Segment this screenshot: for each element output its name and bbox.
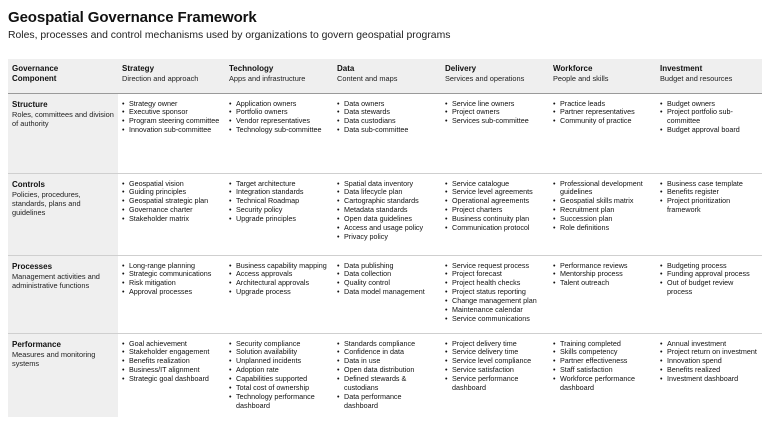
list-item: • Open data distribution	[337, 366, 437, 375]
list-item: • Training completed	[553, 340, 652, 349]
table-cell	[118, 93, 225, 173]
table-cell	[549, 173, 656, 255]
list-item: • Annual investment	[660, 340, 758, 349]
list-item: • Stakeholder engagement	[122, 348, 221, 357]
bullet-list	[660, 180, 758, 216]
list-item: • Service delivery time	[445, 348, 545, 357]
table-cell	[333, 173, 441, 255]
column-name: Technology	[229, 64, 274, 73]
bullet-list	[553, 100, 652, 127]
list-item: • Upgrade process	[229, 288, 329, 297]
list-item: • Vendor representatives	[229, 117, 329, 126]
bullet-list	[445, 100, 545, 127]
row-description: Measures and monitoring systems	[12, 349, 96, 368]
list-item: • Benefits realization	[122, 357, 221, 366]
table-cell	[549, 93, 656, 173]
column-name: Strategy	[122, 64, 155, 73]
bullet-list	[122, 262, 221, 298]
table-cell	[118, 173, 225, 255]
list-item: • Defined stewards & custodians	[337, 375, 437, 393]
column-header-data	[333, 59, 441, 93]
table-cell	[225, 255, 333, 333]
table-cell	[441, 255, 549, 333]
list-item: • Service level compliance	[445, 357, 545, 366]
column-subtitle: Services and operations	[445, 74, 525, 83]
column-header-investment	[656, 59, 762, 93]
page-title: Geospatial Governance Framework	[8, 9, 257, 26]
list-item: • Project status reporting	[445, 288, 545, 297]
list-item: • Service line owners	[445, 100, 545, 109]
column-name: Delivery	[445, 64, 477, 73]
bullet-list	[337, 180, 437, 242]
list-item: • Benefits register	[660, 188, 758, 197]
table-cell	[656, 173, 762, 255]
list-item: • Project forecast	[445, 270, 545, 279]
list-item: • Privacy policy	[337, 233, 437, 242]
bullet-list	[337, 340, 437, 411]
list-item: • Benefits realized	[660, 366, 758, 375]
table-cell	[549, 333, 656, 417]
page-subtitle: Roles, processes and control mechanisms used by organizations to govern geospatial programs	[8, 30, 451, 41]
list-item: • Out of budget review process	[660, 279, 758, 297]
bullet-list	[553, 262, 652, 289]
list-item: • Portfolio owners	[229, 108, 329, 117]
list-item: • Project owners	[445, 108, 545, 117]
list-item: • Standards compliance	[337, 340, 437, 349]
list-item: • Solution availability	[229, 348, 329, 357]
table-cell	[441, 173, 549, 255]
list-item: • Application owners	[229, 100, 329, 109]
list-item: • Data sub-committee	[337, 126, 437, 135]
table-cell	[656, 255, 762, 333]
column-header-strategy	[118, 59, 225, 93]
list-item: • Metadata standards	[337, 206, 437, 215]
table-cell	[225, 93, 333, 173]
list-item: • Investment dashboard	[660, 375, 758, 384]
list-item: • Service level agreements	[445, 188, 545, 197]
list-item: • Business continuity plan	[445, 215, 545, 224]
table-row-controls	[8, 173, 762, 255]
corner-line2: Component	[12, 74, 57, 83]
list-item: • Goal achievement	[122, 340, 221, 349]
list-item: • Project charters	[445, 206, 545, 215]
list-item: • Mentorship process	[553, 270, 652, 279]
bullet-list	[122, 100, 221, 136]
row-description: Policies, procedures, standards, plans and guidelines	[12, 189, 81, 217]
table-cell	[333, 93, 441, 173]
list-item: • Data model management	[337, 288, 437, 297]
list-item: • Spatial data inventory	[337, 180, 437, 189]
list-item: • Strategy owner	[122, 100, 221, 109]
corner-header	[8, 59, 118, 93]
list-item: • Data stewards	[337, 108, 437, 117]
table-cell	[333, 255, 441, 333]
list-item: • Data custodians	[337, 117, 437, 126]
bullet-list	[229, 100, 329, 136]
list-item: • Business case template	[660, 180, 758, 189]
list-item: • Target architecture	[229, 180, 329, 189]
list-item: • Long-range planning	[122, 262, 221, 271]
table-cell	[656, 333, 762, 417]
bullet-list	[445, 262, 545, 324]
list-item: • Data lifecycle plan	[337, 188, 437, 197]
bullet-list	[445, 340, 545, 393]
table-row-performance	[8, 333, 762, 417]
list-item: • Adoption rate	[229, 366, 329, 375]
list-item: • Strategic goal dashboard	[122, 375, 221, 384]
list-item: • Data performance dashboard	[337, 393, 437, 411]
list-item: • Practice leads	[553, 100, 652, 109]
list-item: • Community of practice	[553, 117, 652, 126]
list-item: • Innovation sub-committee	[122, 126, 221, 135]
column-subtitle: Apps and infrastructure	[229, 74, 306, 83]
row-name: Processes	[12, 261, 53, 271]
row-header	[8, 333, 118, 417]
bullet-list	[337, 100, 437, 136]
list-item: • Access and usage policy	[337, 224, 437, 233]
list-item: • Architectural approvals	[229, 279, 329, 288]
table-cell	[225, 333, 333, 417]
list-item: • Geospatial skills matrix	[553, 197, 652, 206]
list-item: • Risk mitigation	[122, 279, 221, 288]
list-item: • Service communications	[445, 315, 545, 324]
table-cell	[656, 93, 762, 173]
list-item: • Service request process	[445, 262, 545, 271]
list-item: • Role definitions	[553, 224, 652, 233]
list-item: • Geospatial strategic plan	[122, 197, 221, 206]
list-item: • Security compliance	[229, 340, 329, 349]
table-cell	[118, 333, 225, 417]
list-item: • Partner representatives	[553, 108, 652, 117]
list-item: • Governance charter	[122, 206, 221, 215]
list-item: • Business capability mapping	[229, 262, 329, 271]
row-header	[8, 93, 118, 173]
table-body	[8, 93, 762, 417]
list-item: • Total cost of ownership	[229, 384, 329, 393]
row-description: Roles, committees and division of authority	[12, 109, 114, 128]
table-cell	[441, 93, 549, 173]
list-item: • Open data guidelines	[337, 215, 437, 224]
bullet-list	[660, 100, 758, 136]
list-item: • Succession plan	[553, 215, 652, 224]
list-item: • Project return on investment	[660, 348, 758, 357]
list-item: • Services sub-committee	[445, 117, 545, 126]
list-item: • Unplanned incidents	[229, 357, 329, 366]
list-item: • Data in use	[337, 357, 437, 366]
corner-line1: Governance	[12, 64, 59, 73]
list-item: • Project health checks	[445, 279, 545, 288]
list-item: • Technology performance dashboard	[229, 393, 329, 411]
table-cell	[225, 173, 333, 255]
list-item: • Service satisfaction	[445, 366, 545, 375]
list-item: • Confidence in data	[337, 348, 437, 357]
list-item: • Change management plan	[445, 297, 545, 306]
bullet-list	[553, 180, 652, 233]
list-item: • Business/IT alignment	[122, 366, 221, 375]
list-item: • Talent outreach	[553, 279, 652, 288]
list-item: • Innovation spend	[660, 357, 758, 366]
list-item: • Maintenance calendar	[445, 306, 545, 315]
list-item: • Workforce performance dashboard	[553, 375, 652, 393]
table-cell	[118, 255, 225, 333]
column-name: Data	[337, 64, 355, 73]
column-subtitle: Content and maps	[337, 74, 398, 83]
list-item: • Service performance dashboard	[445, 375, 545, 393]
column-header-workforce	[549, 59, 656, 93]
list-item: • Service catalogue	[445, 180, 545, 189]
list-item: • Communication protocol	[445, 224, 545, 233]
row-header	[8, 255, 118, 333]
bullet-list	[445, 180, 545, 233]
list-item: • Operational agreements	[445, 197, 545, 206]
list-item: • Strategic communications	[122, 270, 221, 279]
column-header-row	[8, 59, 762, 93]
list-item: • Quality control	[337, 279, 437, 288]
list-item: • Project portfolio sub-committee	[660, 108, 758, 126]
column-subtitle: People and skills	[553, 74, 609, 83]
list-item: • Geospatial vision	[122, 180, 221, 189]
list-item: • Data collection	[337, 270, 437, 279]
bullet-list	[660, 340, 758, 385]
list-item: • Cartographic standards	[337, 197, 437, 206]
list-item: • Project delivery time	[445, 340, 545, 349]
column-header-delivery	[441, 59, 549, 93]
bullet-list	[660, 262, 758, 298]
list-item: • Budget approval board	[660, 126, 758, 135]
table-cell	[549, 255, 656, 333]
list-item: • Performance reviews	[553, 262, 652, 271]
list-item: • Funding approval process	[660, 270, 758, 279]
bullet-list	[337, 262, 437, 298]
list-item: • Access approvals	[229, 270, 329, 279]
list-item: • Guiding principles	[122, 188, 221, 197]
row-name: Performance	[12, 339, 61, 349]
list-item: • Program steering committee	[122, 117, 221, 126]
list-item: • Professional development guidelines	[553, 180, 652, 198]
list-item: • Data publishing	[337, 262, 437, 271]
column-subtitle: Direction and approach	[122, 74, 199, 83]
list-item: • Partner effectiveness	[553, 357, 652, 366]
row-name: Structure	[12, 99, 48, 109]
list-item: • Technology sub-committee	[229, 126, 329, 135]
list-item: • Upgrade principles	[229, 215, 329, 224]
column-name: Workforce	[553, 64, 593, 73]
column-header-technology	[225, 59, 333, 93]
list-item: • Integration standards	[229, 188, 329, 197]
bullet-list	[122, 180, 221, 225]
bullet-list	[553, 340, 652, 393]
column-name: Investment	[660, 64, 703, 73]
table-cell	[333, 333, 441, 417]
list-item: • Security policy	[229, 206, 329, 215]
list-item: • Technical Roadmap	[229, 197, 329, 206]
bullet-list	[229, 262, 329, 298]
list-item: • Staff satisfaction	[553, 366, 652, 375]
list-item: • Budget owners	[660, 100, 758, 109]
bullet-list	[229, 180, 329, 225]
governance-table	[8, 59, 762, 417]
column-subtitle: Budget and resources	[660, 74, 733, 83]
row-name: Controls	[12, 179, 45, 189]
bullet-list	[229, 340, 329, 411]
list-item: • Executive sponsor	[122, 108, 221, 117]
list-item: • Stakeholder matrix	[122, 215, 221, 224]
list-item: • Capabilities supported	[229, 375, 329, 384]
list-item: • Approval processes	[122, 288, 221, 297]
list-item: • Skills competency	[553, 348, 652, 357]
list-item: • Project prioritization framework	[660, 197, 758, 215]
table-row-structure	[8, 93, 762, 173]
table-cell	[441, 333, 549, 417]
row-description: Management activities and administrative functions	[12, 271, 100, 290]
list-item: • Budgeting process	[660, 262, 758, 271]
table-row-processes	[8, 255, 762, 333]
bullet-list	[122, 340, 221, 385]
list-item: • Recruitment plan	[553, 206, 652, 215]
row-header	[8, 173, 118, 255]
list-item: • Data owners	[337, 100, 437, 109]
